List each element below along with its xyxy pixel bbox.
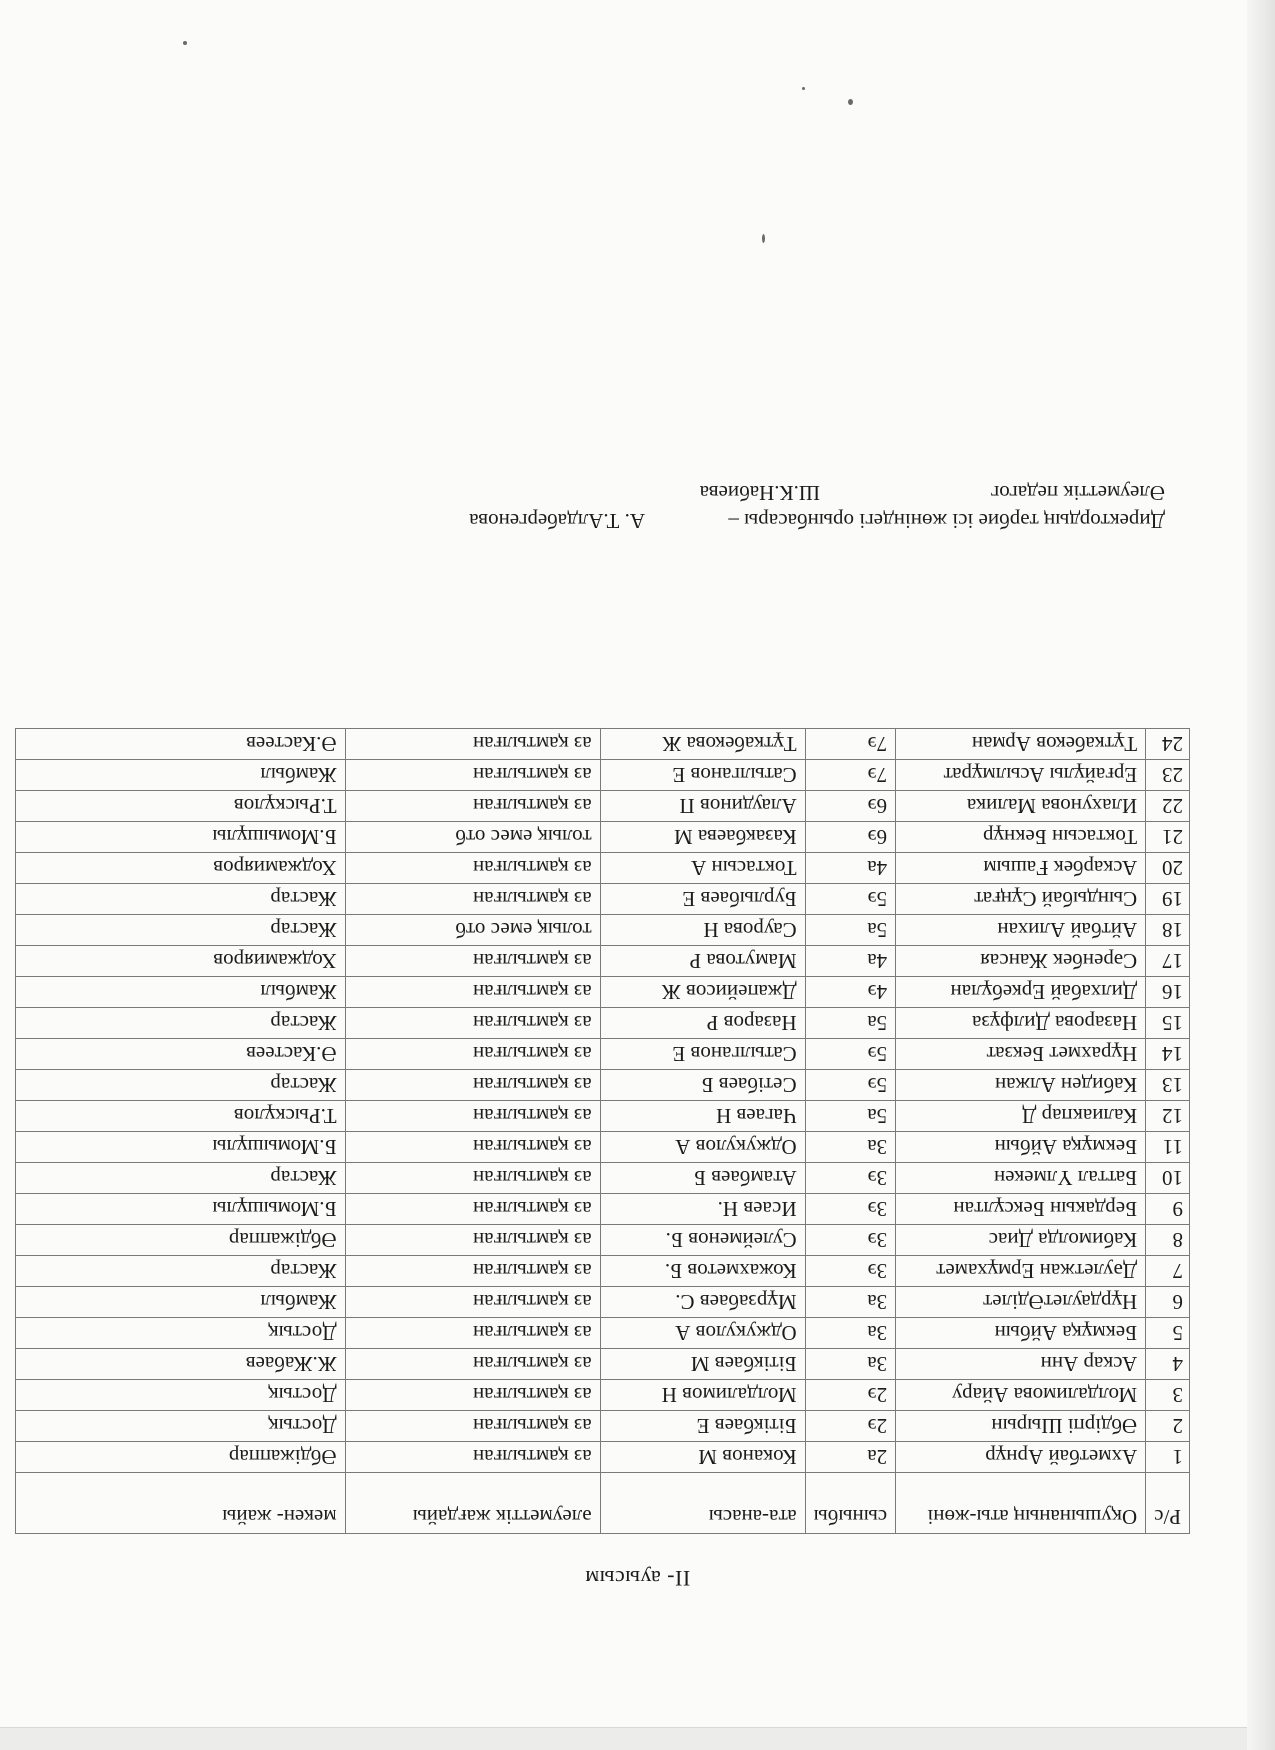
cell-social: аз қамтылған [345, 1070, 600, 1101]
cell-parent: Молдалимов Н [600, 1380, 805, 1411]
cell-parent: Исаев Н. [600, 1194, 805, 1225]
cell-address: Жамбыл [16, 1287, 346, 1318]
table-row [16, 1225, 1190, 1256]
table-row [16, 822, 1190, 853]
table-row [16, 729, 1190, 760]
cell-num: 18 [1146, 915, 1190, 946]
cell-name: Сәренбек Жансая [896, 946, 1146, 977]
student-table [15, 728, 1190, 1534]
cell-name: Айтбай Алихан [896, 915, 1146, 946]
cell-num: 19 [1146, 884, 1190, 915]
scan-speck [183, 41, 187, 45]
cell-address: Б.Момышұлы [16, 1132, 346, 1163]
cell-social: аз қамтылған [345, 1349, 600, 1380]
pedagogue-role: Әлеуметтік педагог [990, 481, 1165, 505]
cell-name: Ерғайұлы Асылмұрат [896, 760, 1146, 791]
cell-class: 3а [805, 1287, 896, 1318]
cell-parent: Бітікбаев Е [600, 1411, 805, 1442]
cell-num: 11 [1146, 1132, 1190, 1163]
cell-class: 7э [805, 760, 896, 791]
table-row [16, 853, 1190, 884]
cell-parent: Мұрзабаев С. [600, 1287, 805, 1318]
cell-class: 3а [805, 1132, 896, 1163]
table-row [16, 977, 1190, 1008]
deputy-signature-row [469, 507, 1165, 535]
cell-name: Аскарбек Ғашым [896, 853, 1146, 884]
cell-class: 4а [805, 853, 896, 884]
cell-address: Т.Рыскұлов [16, 791, 346, 822]
cell-parent: Кожахметов Б. [600, 1256, 805, 1287]
cell-address: Жастар [16, 1070, 346, 1101]
cell-address: Достық [16, 1318, 346, 1349]
cell-class: 5а [805, 1101, 896, 1132]
cell-class: 6э [805, 822, 896, 853]
table-row [16, 1442, 1190, 1473]
cell-name: Аскар Анн [896, 1349, 1146, 1380]
cell-num: 12 [1146, 1101, 1190, 1132]
header-name: Оқушынаның аты-жөні [896, 1473, 1146, 1534]
cell-name: Бекмұқа Айбын [896, 1318, 1146, 1349]
header-address: мекен- жайы [16, 1473, 346, 1534]
cell-num: 9 [1146, 1194, 1190, 1225]
cell-num: 8 [1146, 1225, 1190, 1256]
cell-parent: Оджукулов А [600, 1132, 805, 1163]
scan-speck [762, 234, 765, 243]
cell-num: 10 [1146, 1163, 1190, 1194]
cell-name: Дәулетжан Ермұхамет [896, 1256, 1146, 1287]
pedagogue-signature-row [469, 479, 1165, 507]
cell-num: 13 [1146, 1070, 1190, 1101]
cell-num: 14 [1146, 1039, 1190, 1070]
cell-name: Молдалимова Айару [896, 1380, 1146, 1411]
table-row [16, 1318, 1190, 1349]
page-title: II- ауысым [584, 1566, 691, 1591]
cell-name: Дилхабай Еркебұлан [896, 977, 1146, 1008]
cell-name: Кабимолда Диас [896, 1225, 1146, 1256]
cell-name: Калиакпар Д [896, 1101, 1146, 1132]
cell-parent: Сатылганов Е [600, 1039, 805, 1070]
cell-num: 2 [1146, 1411, 1190, 1442]
cell-social: толық емес отб [345, 915, 600, 946]
cell-address: Жастар [16, 1163, 346, 1194]
cell-social: аз қамтылған [345, 946, 600, 977]
cell-address: Жастар [16, 884, 346, 915]
cell-address: Ж.Жабаев [16, 1349, 346, 1380]
cell-num: 22 [1146, 791, 1190, 822]
cell-parent: Токтасын А [600, 853, 805, 884]
cell-name: Бердакын Бексұлтан [896, 1194, 1146, 1225]
cell-parent: Сатылганов Е [600, 760, 805, 791]
cell-social: аз қамтылған [345, 1132, 600, 1163]
cell-parent: Чагаев Н [600, 1101, 805, 1132]
cell-name: Тұткабеков Арман [896, 729, 1146, 760]
header-social: әлеуметтік жағдайы [345, 1473, 600, 1534]
cell-class: 2э [805, 1380, 896, 1411]
cell-address: Жамбыл [16, 760, 346, 791]
cell-class: 4э [805, 977, 896, 1008]
table-row [16, 1070, 1190, 1101]
cell-social: аз қамтылған [345, 977, 600, 1008]
table-row [16, 791, 1190, 822]
table-row [16, 884, 1190, 915]
cell-parent: Назаров Р [600, 1008, 805, 1039]
scan-edge-left [1247, 0, 1275, 1750]
table-row [16, 1411, 1190, 1442]
table-row [16, 760, 1190, 791]
cell-class: 5а [805, 915, 896, 946]
cell-social: аз қамтылған [345, 1101, 600, 1132]
cell-num: 16 [1146, 977, 1190, 1008]
cell-social: аз қамтылған [345, 1225, 600, 1256]
cell-social: аз қамтылған [345, 1318, 600, 1349]
cell-name: Әбдірпі Шырын [896, 1411, 1146, 1442]
cell-num: 4 [1146, 1349, 1190, 1380]
table-row [16, 1287, 1190, 1318]
cell-name: Сындыбай Сұңғат [896, 884, 1146, 915]
cell-parent: Алаудинов П [600, 791, 805, 822]
table-row [16, 946, 1190, 977]
cell-address: Әбдіжаппар [16, 1225, 346, 1256]
signature-block [469, 479, 1165, 535]
cell-parent: Сулейменов Б. [600, 1225, 805, 1256]
cell-address: Достық [16, 1380, 346, 1411]
cell-num: 5 [1146, 1318, 1190, 1349]
cell-num: 3 [1146, 1380, 1190, 1411]
table-row [16, 915, 1190, 946]
cell-address: Әбдіжаппар [16, 1442, 346, 1473]
table-row [16, 1380, 1190, 1411]
cell-num: 1 [1146, 1442, 1190, 1473]
cell-class: 3э [805, 1225, 896, 1256]
cell-class: 3э [805, 1194, 896, 1225]
cell-parent: Казакбаева М [600, 822, 805, 853]
cell-class: 3э [805, 1256, 896, 1287]
scan-edge-top [0, 1727, 1275, 1750]
cell-class: 5а [805, 1008, 896, 1039]
pedagogue-name: Ш.К.Набиева [699, 481, 820, 505]
cell-class: 4а [805, 946, 896, 977]
cell-class: 5э [805, 1039, 896, 1070]
cell-social: аз қамтылған [345, 1039, 600, 1070]
cell-num: 15 [1146, 1008, 1190, 1039]
cell-address: Ходжамияров [16, 853, 346, 884]
scan-speck [802, 87, 805, 90]
table-body [16, 729, 1190, 1473]
cell-class: 2а [805, 1442, 896, 1473]
table-row [16, 1256, 1190, 1287]
header-class: сыныбы [805, 1473, 896, 1534]
cell-address: Ә.Кастеев [16, 1039, 346, 1070]
cell-class: 6э [805, 791, 896, 822]
scan-speck [848, 99, 853, 105]
cell-class: 5э [805, 884, 896, 915]
cell-class: 5э [805, 1070, 896, 1101]
cell-social: аз қамтылған [345, 1008, 600, 1039]
cell-parent: Саурова Н [600, 915, 805, 946]
cell-parent: Сетібаев Б [600, 1070, 805, 1101]
cell-parent: Коканов М [600, 1442, 805, 1473]
cell-num: 7 [1146, 1256, 1190, 1287]
table-row [16, 1163, 1190, 1194]
cell-parent: Мамутова Р [600, 946, 805, 977]
deputy-role: Директордың тәрбие ісі жөніндегі орынбасары – [728, 509, 1165, 533]
cell-parent: Оджукулов А [600, 1318, 805, 1349]
cell-address: Жастар [16, 1008, 346, 1039]
cell-social: аз қамтылған [345, 760, 600, 791]
cell-name: НұрдаулетӘділет [896, 1287, 1146, 1318]
cell-num: 17 [1146, 946, 1190, 977]
table-row [16, 1008, 1190, 1039]
cell-address: Т.Рыскұлов [16, 1101, 346, 1132]
cell-name: Токтасын Бекнұр [896, 822, 1146, 853]
cell-address: Ходжамияров [16, 946, 346, 977]
cell-class: 3а [805, 1318, 896, 1349]
cell-num: 24 [1146, 729, 1190, 760]
cell-address: Достық [16, 1411, 346, 1442]
cell-name: Назарова Дилфұза [896, 1008, 1146, 1039]
cell-address: Жастар [16, 1256, 346, 1287]
cell-social: аз қамтылған [345, 1287, 600, 1318]
table-row [16, 1039, 1190, 1070]
cell-name: Илахунова Малика [896, 791, 1146, 822]
cell-social: аз қамтылған [345, 1194, 600, 1225]
cell-num: 23 [1146, 760, 1190, 791]
table-row [16, 1194, 1190, 1225]
cell-address: Б.Момышұлы [16, 1194, 346, 1225]
cell-class: 7э [805, 729, 896, 760]
header-parent: ата-анасы [600, 1473, 805, 1534]
cell-address: Б.Момышұлы [16, 822, 346, 853]
cell-social: аз қамтылған [345, 1163, 600, 1194]
table-row [16, 1349, 1190, 1380]
cell-social: аз қамтылған [345, 1411, 600, 1442]
cell-num: 6 [1146, 1287, 1190, 1318]
cell-social: толық емес отб [345, 822, 600, 853]
cell-class: 2э [805, 1411, 896, 1442]
cell-social: аз қамтылған [345, 853, 600, 884]
cell-name: Ахметбай Арнұр [896, 1442, 1146, 1473]
cell-address: Ә.Кастеев [16, 729, 346, 760]
cell-class: 3а [805, 1349, 896, 1380]
cell-social: аз қамтылған [345, 729, 600, 760]
cell-class: 3э [805, 1163, 896, 1194]
cell-social: аз қамтылған [345, 791, 600, 822]
cell-social: аз қамтылған [345, 1380, 600, 1411]
cell-name: Бекмұқа Айбын [896, 1132, 1146, 1163]
cell-social: аз қамтылған [345, 1442, 600, 1473]
cell-address: Жамбыл [16, 977, 346, 1008]
cell-parent: Бурлыбаев Е [600, 884, 805, 915]
deputy-name: А. Т.Алдабергенова [469, 509, 645, 533]
cell-social: аз қамтылған [345, 884, 600, 915]
table-header-row [16, 1473, 1190, 1534]
table-row [16, 1132, 1190, 1163]
cell-num: 21 [1146, 822, 1190, 853]
cell-parent: Джапейисов Ж [600, 977, 805, 1008]
table-row [16, 1101, 1190, 1132]
cell-parent: Бітікбаев М [600, 1349, 805, 1380]
cell-parent: Тұткабекова Ж [600, 729, 805, 760]
cell-name: Кабиден Алжан [896, 1070, 1146, 1101]
cell-address: Жастар [16, 915, 346, 946]
cell-parent: Атамбаев Б [600, 1163, 805, 1194]
cell-name: Нұрахмет Бекзат [896, 1039, 1146, 1070]
cell-num: 20 [1146, 853, 1190, 884]
header-num: Р/с [1146, 1473, 1190, 1534]
cell-social: аз қамтылған [345, 1256, 600, 1287]
cell-name: Баттал Үлмекен [896, 1163, 1146, 1194]
